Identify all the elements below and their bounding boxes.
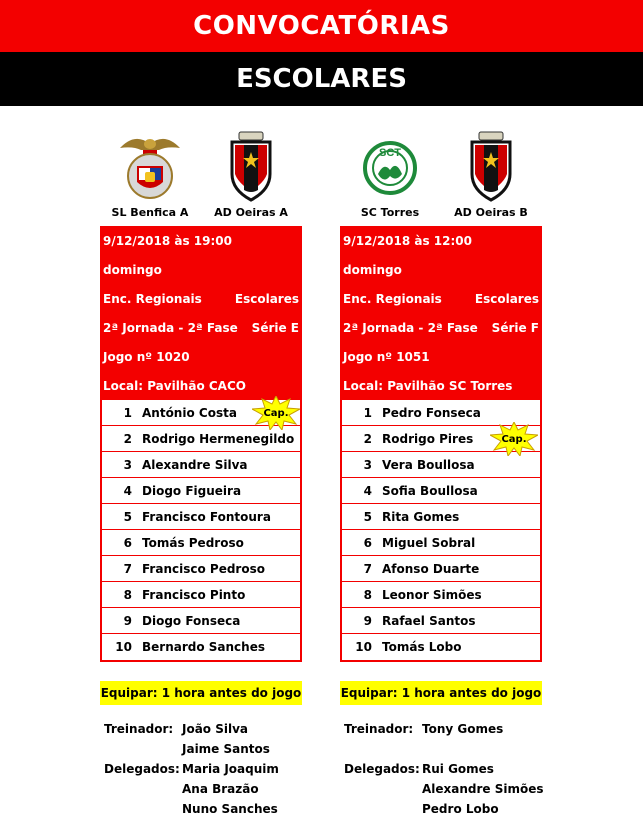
player-name: Tomás Pedroso: [142, 535, 244, 550]
player-number: 9: [363, 613, 372, 628]
coach-name: João Silva: [182, 722, 249, 736]
player-number: 1: [123, 405, 132, 420]
player-number: 2: [363, 431, 372, 446]
player-row: [102, 556, 300, 582]
player-name: Tomás Lobo: [382, 640, 462, 654]
player-name: Bernardo Sanches: [142, 640, 265, 654]
player-name: Vera Boullosa: [382, 457, 475, 472]
player-name: Francisco Pinto: [142, 587, 246, 602]
home-team: [340, 130, 440, 219]
delegates-label: Delegados:: [344, 762, 420, 776]
away-team-name: AD Oeiras A: [214, 206, 288, 219]
players-list: [100, 400, 302, 662]
player-row: [102, 452, 300, 478]
oeiras-crest-icon: [466, 130, 516, 202]
delegate-name: Ana Brazão: [182, 782, 259, 796]
game-card-right: [340, 130, 542, 662]
staff-left: [104, 719, 334, 819]
game-venue: Local: Pavilhão SC Torres: [343, 378, 513, 393]
team-crests: [340, 130, 542, 226]
game-weekday: domingo: [103, 262, 162, 277]
player-row: [102, 478, 300, 504]
home-team-name: SL Benfica A: [111, 206, 189, 219]
player-row: [342, 530, 540, 556]
oeiras-crest-icon: [226, 130, 276, 202]
player-name: Pedro Fonseca: [382, 405, 481, 420]
player-name: Alexandre Silva: [142, 457, 248, 472]
game-venue: Local: Pavilhão CACO: [103, 378, 246, 393]
player-row: [342, 608, 540, 634]
player-name: António Costa: [142, 405, 237, 420]
player-row: [342, 634, 540, 660]
delegate-name: Alexandre Simões: [422, 782, 544, 796]
player-row: [102, 530, 300, 556]
player-row: [102, 582, 300, 608]
game-info: [340, 226, 542, 400]
player-name: Leonor Simões: [382, 587, 482, 602]
captain-label: Cap.: [501, 433, 527, 445]
game-number: Jogo nº 1020: [103, 349, 190, 364]
delegate-name: Pedro Lobo: [422, 802, 499, 816]
away-team-name: AD Oeiras B: [454, 206, 528, 219]
delegate-name: Rui Gomes: [422, 762, 494, 776]
player-number: 1: [363, 405, 372, 420]
equip-note-right: Equipar: 1 hora antes do jogo: [340, 681, 542, 705]
sc-torres-crest-icon: [362, 130, 418, 202]
staff-right: [344, 719, 574, 819]
player-number: 3: [123, 457, 132, 472]
home-team: [100, 130, 200, 219]
player-number: 8: [123, 587, 132, 602]
player-number: 5: [363, 509, 372, 524]
home-team-name: SC Torres: [360, 206, 420, 219]
player-name: Rodrigo Hermenegildo: [142, 431, 295, 446]
delegate-name: Maria Joaquim: [182, 762, 279, 776]
player-row: [102, 634, 300, 660]
away-team: [441, 130, 541, 219]
away-team: [201, 130, 301, 219]
player-name: Francisco Pedroso: [142, 561, 265, 576]
delegate-name: Nuno Sanches: [182, 802, 278, 816]
page-title: CONVOCATÓRIAS: [0, 0, 643, 52]
player-row: [342, 478, 540, 504]
player-name: Diogo Fonseca: [142, 613, 241, 628]
player-number: 3: [363, 457, 372, 472]
player-row: [102, 504, 300, 530]
game-info: [100, 226, 302, 400]
player-number: 4: [123, 483, 132, 498]
coach-label: Treinador:: [104, 722, 174, 736]
player-name: Francisco Fontoura: [142, 509, 271, 524]
game-card-left: [100, 130, 302, 662]
player-row: [342, 426, 540, 452]
player-row: [102, 400, 300, 426]
game-round: 2ª Jornada - 2ª Fase: [103, 320, 238, 335]
coach-label: Treinador:: [344, 722, 414, 736]
game-level: Escolares: [474, 291, 539, 306]
game-round: 2ª Jornada - 2ª Fase: [343, 320, 478, 335]
player-row: [102, 608, 300, 634]
captain-badge: [490, 422, 538, 456]
benfica-crest-icon: [115, 130, 185, 202]
player-name: Rita Gomes: [382, 509, 460, 524]
game-datetime: 9/12/2018 às 19:00: [103, 233, 233, 248]
game-datetime: 9/12/2018 às 12:00: [343, 233, 473, 248]
player-number: 6: [123, 535, 132, 550]
coach-name: Jaime Santos: [182, 742, 270, 756]
player-row: [342, 582, 540, 608]
player-row: [342, 504, 540, 530]
game-competition: Enc. Regionais: [103, 291, 202, 306]
player-number: 6: [363, 535, 372, 550]
player-row: [342, 452, 540, 478]
player-name: Miguel Sobral: [382, 535, 476, 550]
game-competition: Enc. Regionais: [343, 291, 442, 306]
player-row: [342, 556, 540, 582]
delegates-label: Delegados:: [104, 762, 180, 776]
player-name: Rafael Santos: [382, 613, 476, 628]
players-list: [340, 400, 542, 662]
player-number: 7: [363, 561, 372, 576]
player-name: Rodrigo Pires: [382, 431, 474, 446]
captain-badge: [252, 396, 300, 430]
coach-name: Tony Gomes: [422, 722, 504, 736]
player-number: 4: [363, 483, 372, 498]
game-number: Jogo nº 1051: [343, 349, 430, 364]
player-name: Afonso Duarte: [382, 561, 480, 576]
player-number: 9: [123, 613, 132, 628]
page-subtitle: ESCOLARES: [0, 52, 643, 106]
game-series: Série E: [251, 320, 299, 335]
player-number: 8: [363, 587, 372, 602]
player-number: 10: [355, 640, 372, 654]
game-level: Escolares: [234, 291, 299, 306]
player-number: 10: [115, 640, 132, 654]
team-crests: [100, 130, 302, 226]
player-number: 5: [123, 509, 132, 524]
player-number: 2: [123, 431, 132, 446]
player-name: Diogo Figueira: [142, 483, 242, 498]
svg-text:SCT: SCT: [379, 147, 401, 159]
player-number: 7: [123, 561, 132, 576]
player-name: Sofia Boullosa: [382, 483, 478, 498]
game-series: Série F: [491, 320, 539, 335]
game-weekday: domingo: [343, 262, 402, 277]
captain-label: Cap.: [263, 407, 289, 419]
equip-note-left: Equipar: 1 hora antes do jogo: [100, 681, 302, 705]
player-row: [102, 426, 300, 452]
